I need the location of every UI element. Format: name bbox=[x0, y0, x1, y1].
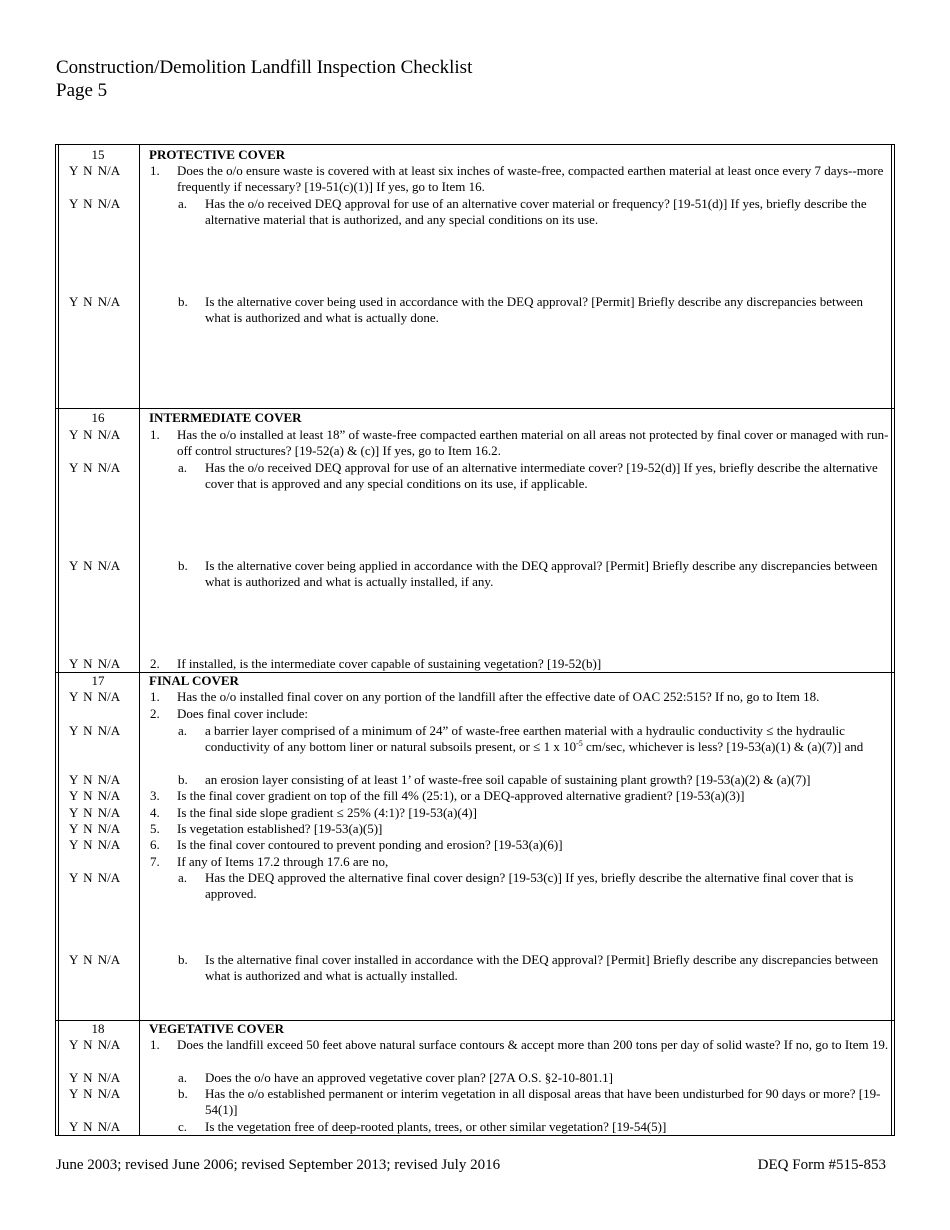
checklist-table bbox=[55, 144, 895, 1136]
question-letter: b. bbox=[178, 1086, 188, 1101]
question-letter: b. bbox=[178, 952, 188, 967]
question-text: Has the DEQ approved the alternative final cover design? [19-53(c)] If yes, briefly describe the alternative final cover that is approved. bbox=[205, 870, 854, 901]
yn-choice[interactable]: Y N N/A bbox=[69, 837, 121, 852]
question-text: an erosion layer consisting of at least 1’ of waste-free soil capable of sustaining plant growth? [19-53(a)(2) & (a)(7)] bbox=[205, 772, 811, 787]
footer-form-number: DEQ Form #515-853 bbox=[757, 1157, 886, 1173]
yn-choice[interactable]: Y N N/A bbox=[69, 163, 121, 178]
question-number: 1. bbox=[150, 427, 160, 442]
question-letter: a. bbox=[178, 196, 188, 211]
yn-choice[interactable]: Y N N/A bbox=[69, 460, 121, 475]
yn-choice[interactable]: Y N N/A bbox=[69, 821, 121, 836]
question-letter: a. bbox=[178, 460, 188, 475]
section-title: VEGETATIVE COVER bbox=[149, 1021, 284, 1036]
question-text: Is the final cover gradient on top of the fill 4% (25:1), or a DEQ-approved alternative gradient? [19-53(a)(3)] bbox=[177, 788, 745, 803]
item-number: 18 bbox=[91, 1021, 105, 1036]
question-letter: a. bbox=[178, 870, 188, 885]
question-text: Is the final cover contoured to prevent ponding and erosion? [19-53(a)(6)] bbox=[177, 837, 563, 852]
question-text: If installed, is the intermediate cover capable of sustaining vegetation? [19-52(b)] bbox=[177, 656, 602, 671]
question-text: Has the o/o installed final cover on any portion of the landfill after the effective date of OAC 252:515? If no, go to Item 18. bbox=[177, 689, 820, 704]
yn-choice[interactable]: Y N N/A bbox=[69, 805, 121, 820]
question-number: 2. bbox=[150, 706, 160, 721]
question-text bbox=[205, 723, 891, 755]
question-number: 5. bbox=[150, 821, 160, 836]
yn-choice[interactable]: Y N N/A bbox=[69, 196, 121, 211]
question-number: 1. bbox=[150, 689, 160, 704]
question-number: 7. bbox=[150, 854, 160, 869]
section-title: PROTECTIVE COVER bbox=[149, 147, 286, 162]
question-text-part: a barrier layer comprised of a minimum of 24” of waste-free earthen material with a hydraulic conductivity ≤ the hydraulic conductivity of any bottom liner or natural subsoils present, or ≤ 1 x 10 bbox=[205, 723, 845, 754]
section-title: INTERMEDIATE COVER bbox=[149, 410, 302, 425]
page-header bbox=[56, 56, 472, 102]
question-number: 3. bbox=[150, 788, 160, 803]
section-title: FINAL COVER bbox=[149, 673, 239, 688]
question-number: 4. bbox=[150, 805, 160, 820]
question-text: Does the landfill exceed 50 feet above natural surface contours & accept more than 200 tons per day of solid waste? If no, go to Item 19. bbox=[177, 1037, 889, 1052]
question-text: Does the o/o have an approved vegetative cover plan? [27A O.S. §2-10-801.1] bbox=[205, 1070, 613, 1085]
yn-choice[interactable]: Y N N/A bbox=[69, 1119, 121, 1134]
question-text: Does final cover include: bbox=[177, 706, 309, 721]
item-number: 16 bbox=[91, 410, 105, 425]
question-text: Does the o/o ensure waste is covered with at least six inches of waste-free, compacted earthen material at least once every 7 days--more frequently if necessary? [19-51(c)(1)] If yes, go to Item 16. bbox=[177, 163, 884, 194]
yn-choice[interactable]: Y N N/A bbox=[69, 558, 121, 573]
question-text: Is the vegetation free of deep-rooted plants, trees, or other similar vegetation? [19-54(5)] bbox=[205, 1119, 667, 1134]
question-text: Is the final side slope gradient ≤ 25% (4:1)? [19-53(a)(4)] bbox=[177, 805, 477, 820]
question-number: 1. bbox=[150, 163, 160, 178]
question-number: 2. bbox=[150, 656, 160, 671]
row-divider bbox=[56, 408, 894, 409]
yn-choice[interactable]: Y N N/A bbox=[69, 689, 121, 704]
yn-choice[interactable]: Y N N/A bbox=[69, 1086, 121, 1101]
yn-choice[interactable]: Y N N/A bbox=[69, 294, 121, 309]
footer-revision-dates: June 2003; revised June 2006; revised September 2013; revised July 2016 bbox=[56, 1157, 501, 1173]
yn-choice[interactable]: Y N N/A bbox=[69, 788, 121, 803]
yn-choice[interactable]: Y N N/A bbox=[69, 723, 121, 738]
question-text: If any of Items 17.2 through 17.6 are no, bbox=[177, 854, 389, 869]
question-letter: c. bbox=[178, 1119, 188, 1134]
yn-choice[interactable]: Y N N/A bbox=[69, 772, 121, 787]
yn-choice[interactable]: Y N N/A bbox=[69, 1037, 121, 1052]
question-letter: a. bbox=[178, 1070, 188, 1085]
item-number: 15 bbox=[91, 147, 105, 162]
yn-choice[interactable]: Y N N/A bbox=[69, 952, 121, 967]
question-letter: b. bbox=[178, 294, 188, 309]
column-divider bbox=[139, 145, 140, 1135]
question-text: Is the alternative cover being applied in accordance with the DEQ approval? [Permit] Briefly describe any discrepancies between what is authorized and what is actually installed, if any. bbox=[205, 558, 878, 589]
document-title: Construction/Demolition Landfill Inspection Checklist bbox=[56, 57, 473, 78]
question-letter: a. bbox=[178, 723, 188, 738]
question-text: Is vegetation established? [19-53(a)(5)] bbox=[177, 821, 383, 836]
exponent: -5 bbox=[576, 739, 583, 748]
yn-choice[interactable]: Y N N/A bbox=[69, 870, 121, 885]
question-text: Is the alternative cover being used in accordance with the DEQ approval? [Permit] Briefly describe any discrepancies between what is authorized and what is actually done. bbox=[205, 294, 864, 325]
item-number: 17 bbox=[91, 673, 105, 688]
yn-choice[interactable]: Y N N/A bbox=[69, 427, 121, 442]
question-letter: b. bbox=[178, 558, 188, 573]
yn-choice[interactable]: Y N N/A bbox=[69, 1070, 121, 1085]
question-text-part: cm/sec, whichever is less? [19-53(a)(1) & (a)(7)] and bbox=[582, 739, 864, 754]
question-number: 1. bbox=[150, 1037, 160, 1052]
yn-choice[interactable]: Y N N/A bbox=[69, 656, 121, 671]
question-text: Has the o/o received DEQ approval for use of an alternative intermediate cover? [19-52(d)] If yes, briefly describe the alternative cover that is approved and any special conditions on its use, if applicable. bbox=[205, 460, 878, 491]
question-text: Has the o/o established permanent or interim vegetation in all disposal areas that have been undisturbed for 90 days or more? [19-54(1)] bbox=[205, 1086, 881, 1117]
question-number: 6. bbox=[150, 837, 160, 852]
question-text: Is the alternative final cover installed in accordance with the DEQ approval? [Permit] Briefly describe any discrepancies between what is authorized and what is actually installed. bbox=[205, 952, 879, 983]
question-text: Has the o/o received DEQ approval for use of an alternative cover material or frequency? [19-51(d)] If yes, briefly describe the alternative material that is authorized, and any special conditions on its use. bbox=[205, 196, 867, 227]
question-text: Has the o/o installed at least 18” of waste-free compacted earthen material on all areas not protected by final cover or managed with run-off control structures? [19-52(a) & (c)] If yes, go to Item 16.2. bbox=[177, 427, 889, 458]
page-number: Page 5 bbox=[56, 80, 108, 101]
question-letter: b. bbox=[178, 772, 188, 787]
